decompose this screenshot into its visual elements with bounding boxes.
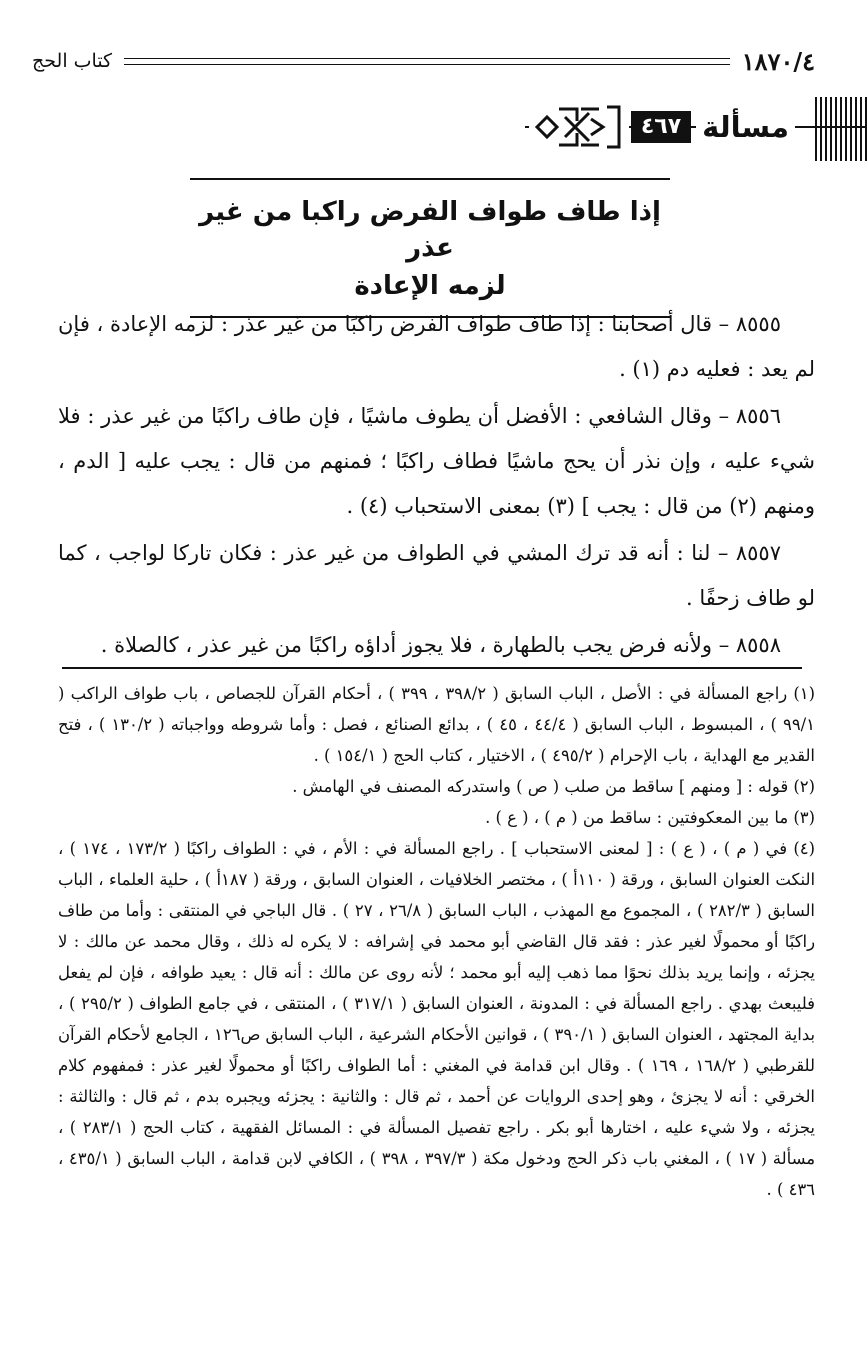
paragraph-8556: ٨٥٥٦ – وقال الشافعي : الأفضل أن يطوف ماشيًا ، فإن طاف راكبًا من غير عذر : فلا شيء عليه ، وإن نذر أن يحج ماشيًا فطاف راكبًا ؛ فمنهم من قال : يجب عليه [ الدم ، ومنهم (٢) من قال : يجب ] (٣) بمعنى الاستحباب (٤) . [58,404,815,518]
running-header [32,46,815,76]
footnote-4: (٤) في ( م ) ، ( ع ) : [ لمعنى الاستحباب ] . راجع المسألة في : الأم ، في : الطواف راكبًا ( ١٧٣/٢ ، ١٧٤ ) ، النكت العنوان السابق ، ورقة ( ١١٠أ ) ، مختصر الخلافيات ، العنوان السابق ، ورقة ( ١٨٧أ ) ، حلية العلماء ، الباب السابق ( ٢٨٢/٣ ) ، المجموع مع المهذب ، الباب السابق ( ٢٦/٨ ، ٢٧ ) . قال الباجي في المنتقى : وأما من طاف راكبًا أو محمولًا لغير عذر : فقد قال القاضي أبو محمد في إشرافه : لا يكره له ذلك ، وقال محمد عن مالك : لا يجزئه ، وإنما يريد بذلك نحوًا مما ذهب إليه أبو محمد ؛ لأنه روى عن مالك : أنه قال : يعيد طوافه ، فإن لم يفعل فليبعث بهدي . راجع المسألة في : المدونة ، العنوان السابق ( ٣١٧/١ ) ، المنتقى ، في جامع الطواف ( ٢٩٥/٢ ) ، بداية المجتهد ، العنوان السابق ( ٣٩٠/١ ) ، قوانين الأحكام الشرعية ، الباب السابق ص١٢٦ ، الجامع لأحكام القرآن للقرطبي ( ١٦٨/٢ ، ١٦٩ ) . وقال ابن قدامة في المغني : أما الطواف راكبًا أو محمولًا لغير عذر : فمفهوم كلام الخرقي : أنه لا يجزئ ، وهو إحدى الروايات عن أحمد ، ثم قال : والثانية : يجزئه ويجبره بدم ، ثم قال : والثالثة : يجزئه ، ولا شيء عليه ، اختارها أبو بكر . راجع تفصيل المسألة في : المسائل الفقهية ، كتاب الحج ( ٢٨٣/١ ) ، مسألة ( ١٧ ) ، المغني باب ذكر الحج ودخول مكة ( ٣٩٧/٣ ، ٣٩٨ ) ، الكافي لابن قدامة ، الباب السابق ( ٤٣٥/١ ، ٤٣٦ ) . [58,839,816,1199]
footnote-1: (١) راجع المسألة في : الأصل ، الباب السابق ( ٣٩٨/٢ ، ٣٩٩ ) ، أحكام القرآن للجصاص ، باب طواف الراكب ( ٩٩/١ ) ، المبسوط ، الباب السابق ( ٤٤/٤ ، ٤٥ ) ، بدائع الصنائع ، فصل : وأما شروطه وواجباته ( ١٣٠/٢ ) ، فتح القدير مع الهداية ، باب الإحرام ( ٤٩٥/٢ ) ، الاختيار ، كتاب الحج ( ١٥٤/١ ) . [58,684,816,765]
paragraph-8555: ٨٥٥٥ – قال أصحابنا : إذا طاف طواف الفرض راكبًا من غير عذر : لزمه الإعادة ، فإن لم يعد : فعليه دم (١) . [58,312,815,381]
title-top-rule [190,178,670,180]
knot-ornament-icon [529,99,629,155]
paragraph-8557: ٨٥٥٧ – لنا : أنه قد ترك المشي في الطواف من غير عذر : فكان تاركا لواجب ، كما لو طاف زحفًا . [58,541,815,610]
page-number: ١٨٧٠/٤ [741,46,815,76]
footnotes [58,678,815,1205]
main-text [58,302,815,670]
title-line-1: إذا طاف طواف الفرض راكبا من غير عذر [199,197,661,263]
masala-heading [525,97,867,161]
book-title: كتاب الحج [32,50,113,72]
footnote-separator [62,667,802,669]
header-double-rule [124,58,730,65]
footnote-2: (٢) قوله : [ ومنهم ] ساقط من صلب ( ص ) واستدركه المصنف في الهامش . [292,777,815,796]
masala-label: مسألة [696,107,795,147]
issue-title [190,178,670,318]
paragraph-8558: ٨٥٥٨ – ولأنه فرض يجب بالطهارة ، فلا يجوز أداؤه راكبًا من غير عذر ، كالصلاة . [100,633,781,657]
masala-number: ٤٦٧ [631,111,691,143]
vertical-bars-ornament [807,97,867,161]
footnote-3: (٣) ما بين المعكوفتين : ساقط من ( م ) ، ( ع ) . [485,808,815,827]
title-line-2: لزمه الإعادة [354,271,506,301]
